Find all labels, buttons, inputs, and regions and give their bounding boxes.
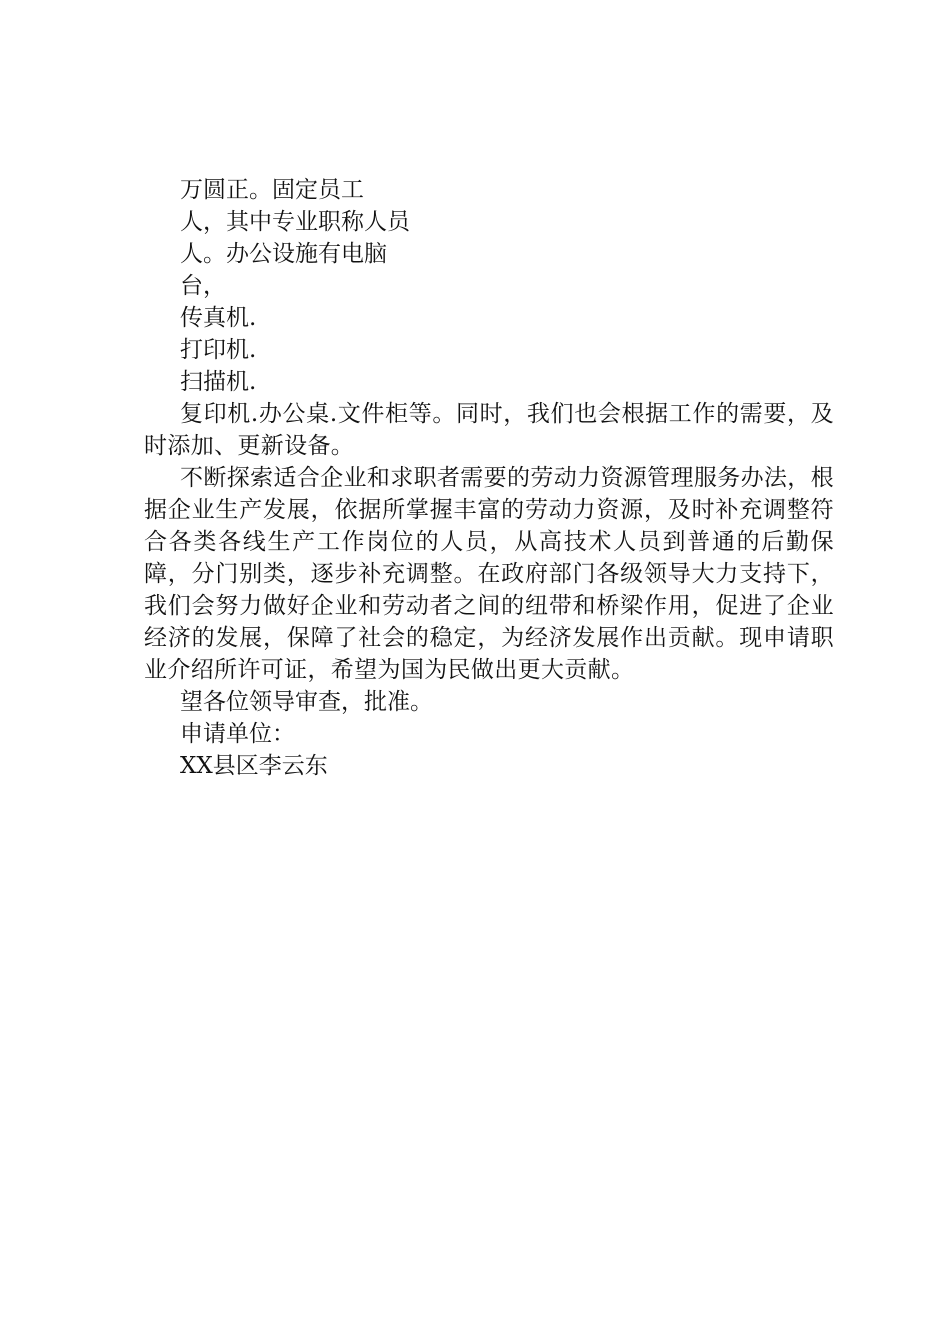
text-line-staff: 人，其中专业职称人员: [180, 209, 410, 235]
document-body: [144, 174, 834, 782]
text-line-fax: 传真机.: [180, 305, 257, 331]
text-line-scanner: 扫描机.: [180, 369, 257, 395]
text-line-capital: 万圆正。固定员工: [180, 177, 364, 203]
paragraph-service: 不断探索适合企业和求职者需要的劳动力资源管理服务办法，根据企业生产发展，依据所掌握丰富的劳动力资源，及时补充调整符合各类各线生产工作岗位的人员，从高技术人员到普通的后勤保障，分门别类，逐步补充调整。在政府部门各级领导大力支持下，我们会努力做好企业和劳动者之间的纽带和桥梁作用，促进了企业经济的发展，保障了社会的稳定，为经济发展作出贡献。现申请职业介绍所许可证，希望为国为民做出更大贡献。: [144, 465, 834, 683]
text-line-office-facilities: 人。办公设施有电脑: [180, 241, 387, 267]
applicant-label: 申请单位：: [180, 721, 295, 747]
text-line-printer: 打印机.: [180, 337, 257, 363]
closing-request: 望各位领导审查，批准。: [180, 689, 433, 715]
applicant-name: XX县区李云东: [180, 753, 328, 779]
text-line-computers: 台，: [180, 273, 226, 299]
paragraph-equipment: 复印机.办公桌.文件柜等。同时，我们也会根据工作的需要，及时添加、更新设备。: [144, 401, 834, 459]
